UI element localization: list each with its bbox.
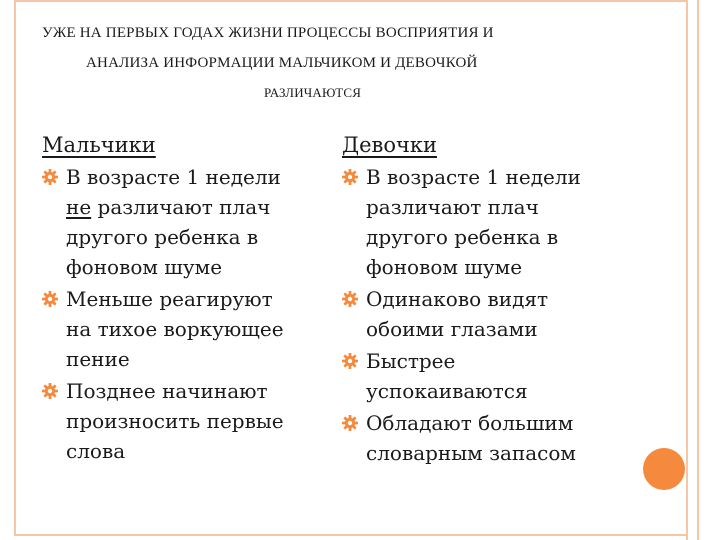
item-line: пение [66, 347, 130, 371]
gear-icon [42, 291, 58, 307]
girls-item-2 [342, 284, 612, 344]
girls-item-1 [342, 162, 612, 282]
item-line: фоновом шуме [366, 255, 523, 279]
boys-heading: Мальчики [42, 133, 156, 157]
boys-item-3 [42, 376, 312, 466]
girls-column [342, 132, 612, 470]
item-line: фоновом шуме [66, 255, 223, 279]
girls-item-4 [342, 408, 612, 468]
gear-icon [42, 383, 58, 399]
boys-column [42, 132, 312, 468]
item-line: Меньше реагируют [66, 287, 273, 311]
frame-right-line-outer [697, 0, 699, 540]
title-line-3: РАЗЛИЧАЮТСЯ [264, 85, 362, 100]
item-line: словарным запасом [366, 441, 576, 465]
frame-top-line [14, 0, 686, 2]
frame-right-line [686, 0, 688, 540]
item-line: слова [66, 439, 126, 463]
item-line: другого ребенка в [366, 225, 559, 249]
title-line-2: АНАЛИЗА ИНФОРМАЦИИ МАЛЬЧИКОМ И ДЕВОЧКОЙ [86, 55, 478, 71]
frame-bottom-line [14, 534, 686, 536]
gear-icon [342, 169, 358, 185]
item-line: В возрасте 1 недели [66, 165, 281, 189]
gear-icon [42, 169, 58, 185]
gear-icon [342, 415, 358, 431]
title-line-1: УЖЕ НА ПЕРВЫХ ГОДАХ ЖИЗНИ ПРОЦЕССЫ ВОСПРИЯТИЯ И [42, 25, 494, 41]
item-line: Позднее начинают [66, 379, 268, 403]
item-line: Одинаково видят [366, 287, 549, 311]
item-line: различают плач [91, 195, 271, 219]
decorative-orange-circle [643, 448, 685, 490]
item-line: Быстрее [366, 349, 456, 373]
item-line-emph [66, 192, 312, 222]
emphasis-not: не [66, 195, 92, 219]
girls-heading: Девочки [342, 133, 437, 157]
gear-icon [342, 291, 358, 307]
item-line: успокаиваются [366, 379, 528, 403]
item-line: на тихое воркующее [66, 317, 284, 341]
item-line: обоими глазами [366, 317, 538, 341]
item-line: различают плач [366, 195, 539, 219]
boys-item-1 [42, 162, 312, 282]
gear-icon [342, 353, 358, 369]
frame-left-line [14, 0, 16, 536]
item-line: Обладают большим [366, 411, 574, 435]
item-line: произносить первые [66, 409, 284, 433]
boys-item-2 [42, 284, 312, 374]
item-line: другого ребенка в [66, 225, 259, 249]
slide-title [34, 18, 634, 108]
item-line: В возрасте 1 недели [366, 165, 581, 189]
girls-item-3 [342, 346, 612, 406]
